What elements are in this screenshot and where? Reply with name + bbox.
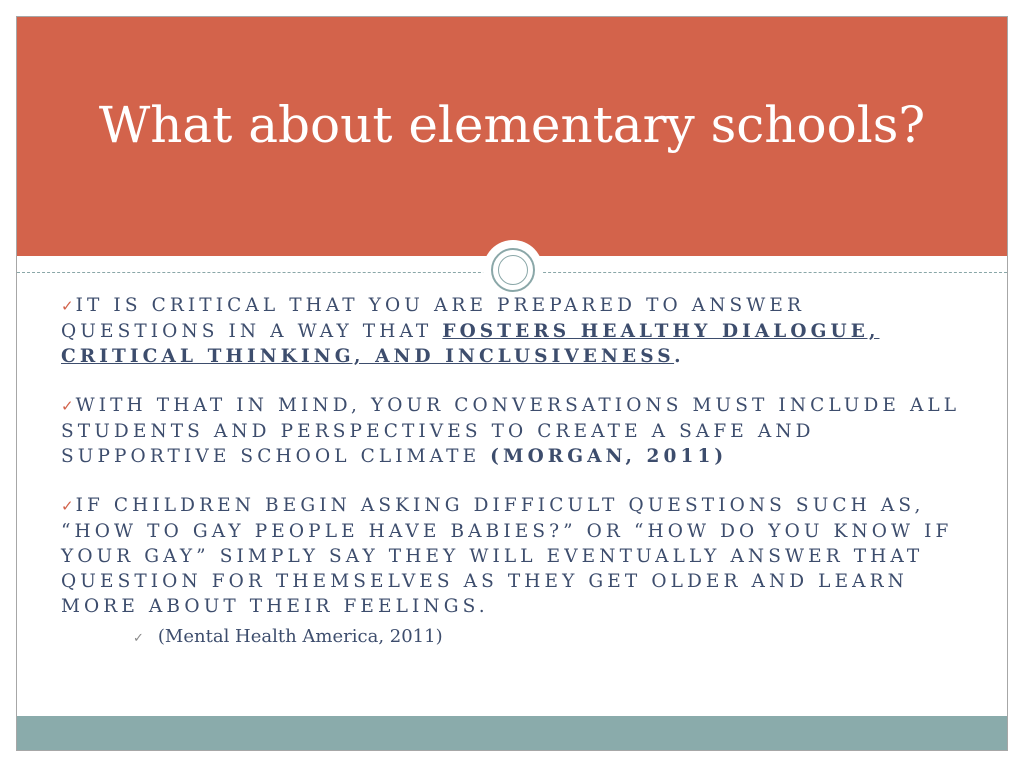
checkmark-icon: ✓ (61, 497, 74, 515)
bullet-list (61, 293, 961, 651)
bullet-text: IT IS CRITICAL THAT YOU ARE PREPARED TO ANSWER QUESTIONS IN A WAY THAT (61, 295, 806, 342)
checkmark-icon: ✓ (133, 631, 144, 646)
slide-title: What about elementary schools? (98, 96, 926, 154)
citation: (MORGAN, 2011) (490, 446, 728, 467)
bullet-period: . (674, 346, 685, 367)
bullet-item-difficult-questions (61, 493, 961, 619)
header-band (17, 17, 1007, 256)
bullet-item-prepared (61, 293, 961, 369)
inner-ring-icon (498, 255, 528, 285)
checkmark-icon: ✓ (61, 297, 74, 315)
checkmark-icon: ✓ (61, 397, 74, 415)
slide (16, 16, 1008, 751)
circle-ornament-icon (483, 240, 543, 300)
bullet-emphasis: FOSTERS HEALTHY DIALOGUE, CRITICAL THINKING, AND INCLUSIVENESS (61, 321, 880, 367)
outer-ring-icon (491, 248, 535, 292)
bullet-item-conversations (61, 393, 961, 469)
bullet-text: WITH THAT IN MIND, YOUR CONVERSATIONS MUST INCLUDE ALL STUDENTS AND PERSPECTIVES TO CREATE A SAFE AND SUPPORTIVE SCHOOL CLIMATE (61, 395, 961, 467)
bullet-text: IF CHILDREN BEGIN ASKING DIFFICULT QUESTIONS SUCH AS, “HOW TO GAY PEOPLE HAVE BABIES?” OR “HOW DO YOU KNOW IF YOUR GAY” SIMPLY SAY THEY WILL EVENTUALLY ANSWER THAT QUESTION FOR THEMSELVES AS THEY GET OLDER AND LEARN MORE ABOUT THEIR FEELINGS. (61, 495, 953, 617)
sub-bullet-text: (Mental Health America, 2011) (157, 626, 443, 647)
footer-band (17, 716, 1007, 750)
sub-bullet-citation (61, 625, 961, 651)
